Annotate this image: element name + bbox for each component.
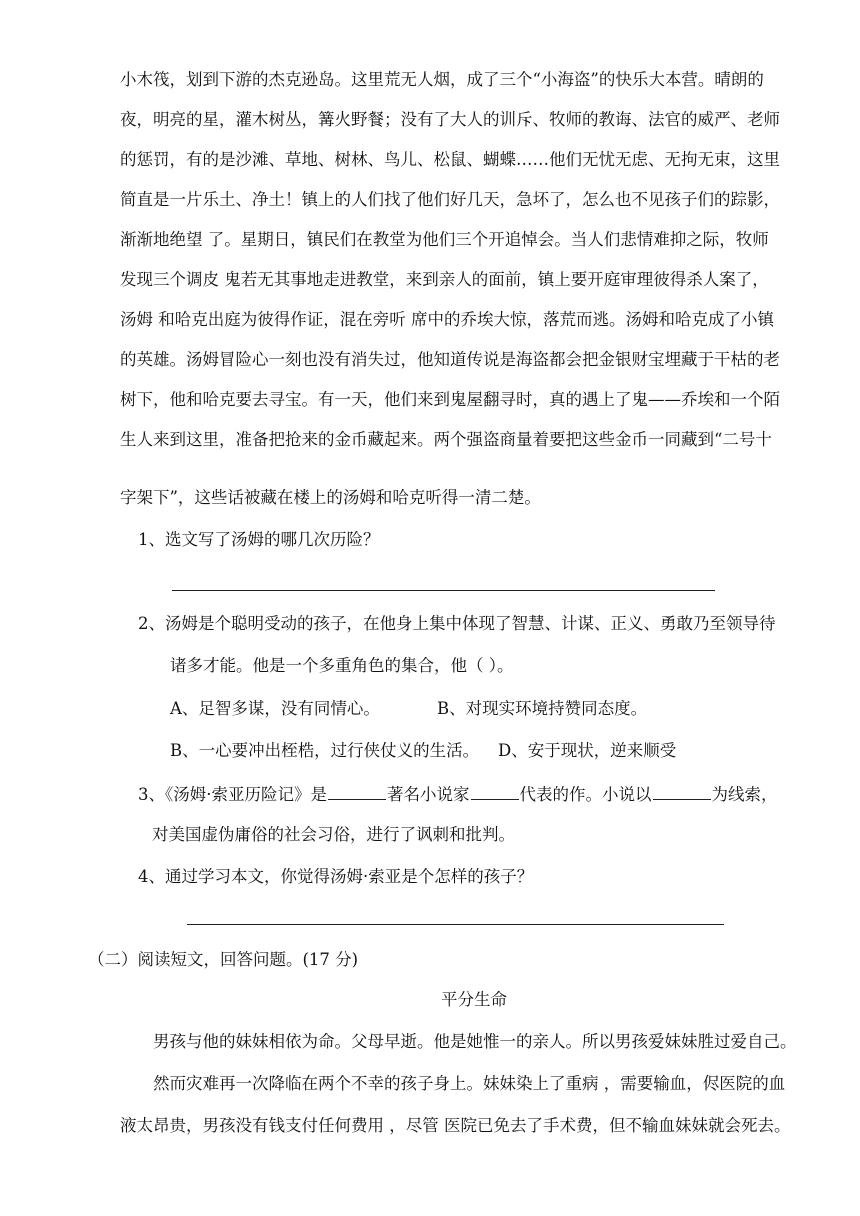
passage-line: 发现三个调皮 鬼若无其事地走进教堂，来到亲人的面前，镇上要开庭审理彼得杀人案了， [120,270,769,289]
option-d[interactable]: D、安于现状，逆来顺受 [498,741,677,760]
story-line: 然而灾难再一次降临在两个不幸的孩子身上。妹妹染上了重病 ，需要输血，侭医院的血 [153,1074,786,1093]
passage-line: 的英雄。汤姆冒险心一刻也没有消失过，他知道传说是海盗都会把金银财宝埋藏于干枯的老 [120,350,780,369]
blank-clue[interactable] [653,781,711,800]
blank-author[interactable] [471,781,519,800]
question-3-part2: 著名小说家 [387,785,470,804]
passage-line: 小木筏，划到下游的杰克逊岛。这里荒无人烟，成了三个“小海盗”的快乐大本营。晴朗的 [120,70,764,89]
question-2: 2、汤姆是个聪明受动的孩子，在他身上集中体现了智慧、计谋、正义、勇敢乃至领导待 [138,614,776,633]
question-3-part1: 3、《汤姆·索亚历险记》是 [138,785,327,804]
passage-line: 树下，他和哈克要去寻宝。有一天，他们来到鬼屋翻寻时，真的遇上了鬼——乔埃和一个陌 [120,390,780,409]
option-c[interactable]: B、一心要冲出桎梏，过行侠仗义的生活。 [170,741,480,760]
passage-line: 汤姆 和哈克出庭为彼得作证，混在旁听 席中的乔埃大惊，落荒而逃。汤姆和哈克成了小镇 [120,310,774,329]
section-heading: （二）阅读短文，回答问题。(17 分) [88,950,359,969]
blank-country[interactable] [328,781,386,800]
passage-line: 夜，明亮的星，灌木树丛，篝火野餐；没有了大人的训斥、牧师的教诲、法官的威严、老师 [120,110,780,129]
story-line: 男孩与他的妹妹相依为命。父母早逝。他是她惟一的亲人。所以男孩爱妹妹胜过爱自己。 [153,1032,797,1051]
answer-line-q4[interactable] [187,924,724,925]
question-3 [138,781,778,807]
option-a[interactable]: A、足智多谋，没有同情心。 [170,699,380,718]
question-4: 4、通过学习本文，你觉得汤姆·索亚是个怎样的孩子？ [138,867,534,886]
question-1: 1、选文写了汤姆的哪几次历险？ [138,530,380,549]
story-line: 液太昂贵，男孩没有钱支付任何费用 ，尽管 医院已免去了手术费，但不输血妹妹就会死去。 [120,1116,791,1135]
passage-line: 简直是一片乐土、净土！镇上的人们找了他们好几天，急坏了，怎么也不见孩子们的踪影， [120,190,780,209]
question-3-part3: 代表的作。小说以 [519,785,652,804]
passage-line: 生人来到这里，准备把抢来的金币藏起来。两个强盗商量着要把这些金币一同藏到“二号十 [120,430,772,449]
answer-line-q1[interactable] [172,590,715,591]
passage-line: 的惩罚，有的是沙滩、草地、树林、鸟儿、松鼠、蝴蝶……他们无忧无虑、无拘无束，这里 [120,150,780,169]
question-3-part4: 为线索， [711,785,778,804]
passage-line: 渐渐地绝望 了。星期日，镇民们在教堂为他们三个开追悼会。当人们悲情难抑之际，牧师 [120,230,769,249]
option-b[interactable]: B、对现实环境持赞同态度。 [437,699,648,718]
question-2-cont: 诸多才能。他是一个多重角色的集合，他（ ）。 [170,656,514,675]
passage-line: 字架下”，这些话被藏在楼上的汤姆和哈克听得一清二楚。 [120,488,541,507]
article-title: 平分生命 [441,990,507,1009]
question-3-cont: 对美国虚伪庸俗的社会习俗，进行了讽刺和批判。 [152,825,515,844]
